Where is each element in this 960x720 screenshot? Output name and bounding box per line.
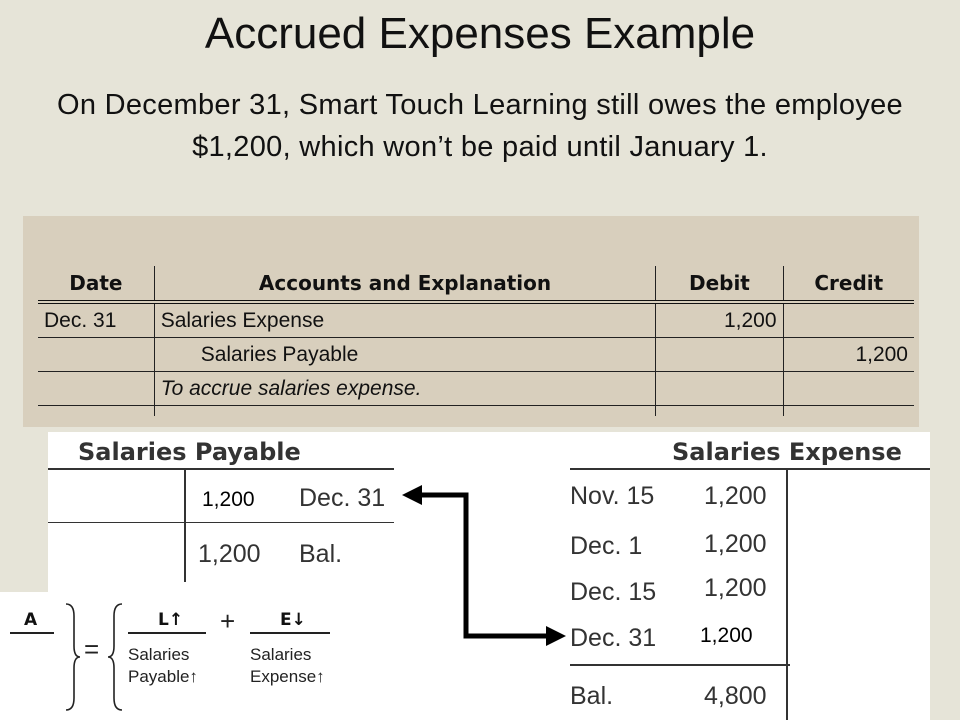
header-date: Date	[38, 266, 154, 302]
t-account-payable-topline	[48, 468, 394, 470]
journal-table	[38, 266, 914, 416]
journal-row	[38, 302, 914, 338]
row-date	[38, 372, 154, 406]
equation-equals: =	[84, 634, 100, 664]
slide-title: Accrued Expenses Example	[204, 9, 756, 58]
equation-equity-bar	[250, 632, 330, 634]
t-payable-amount: 1,200	[198, 540, 261, 568]
t-account-expense-topline	[570, 468, 930, 470]
row-credit	[783, 372, 914, 406]
equation-liabilities-bar	[128, 632, 206, 634]
overlay-payable-amount: 1,200	[202, 488, 255, 511]
t-account-expense-title: Salaries Expense	[672, 438, 902, 466]
journal-row	[38, 338, 914, 372]
equation-assets: A	[24, 610, 38, 630]
journal-entry-panel	[23, 216, 919, 427]
t-expense-label: Nov. 15	[570, 482, 655, 510]
journal-row	[38, 372, 914, 406]
t-account-payable-rule	[48, 522, 394, 523]
t-account-payable-divider	[184, 470, 186, 582]
overlay-expense-amount: 1,200	[700, 624, 753, 647]
t-expense-label: Dec. 15	[570, 578, 657, 606]
t-expense-label: Dec. 1	[570, 532, 643, 560]
accounting-equation	[0, 592, 380, 720]
t-expense-label: Dec. 31	[570, 624, 657, 652]
equation-equity-desc: Salaries Expense↑	[250, 645, 325, 687]
row-credit: 1,200	[783, 338, 914, 372]
t-expense-amount: 1,200	[704, 530, 767, 558]
journal-row-empty	[38, 406, 914, 417]
equation-liabilities: L↑	[158, 610, 184, 630]
t-account-expense-rule	[570, 664, 790, 666]
t-payable-label: Dec. 31	[299, 484, 386, 512]
row-date: Dec. 31	[38, 302, 154, 338]
journal-header-row	[38, 266, 914, 302]
right-brace-icon	[106, 602, 126, 712]
row-debit: 1,200	[656, 302, 783, 338]
equation-plus: +	[220, 606, 236, 636]
header-credit: Credit	[783, 266, 914, 302]
left-brace-icon	[62, 602, 82, 712]
row-date	[38, 338, 154, 372]
row-debit	[656, 338, 783, 372]
t-payable-label: Bal.	[299, 540, 343, 568]
row-account: Salaries Expense	[154, 302, 656, 338]
header-debit: Debit	[656, 266, 783, 302]
equation-equity: E↓	[280, 610, 306, 630]
t-account-payable-title: Salaries Payable	[78, 438, 301, 466]
t-expense-amount: 4,800	[704, 682, 767, 710]
row-explanation: To accrue salaries expense.	[154, 372, 656, 406]
t-expense-amount: 1,200	[704, 574, 767, 602]
slide-subtitle: On December 31, Smart Touch Learning still owes the employee $1,200, which won’t be paid until January 1.	[56, 89, 903, 164]
t-account-expense-divider	[786, 470, 788, 720]
row-credit	[783, 302, 914, 338]
row-debit	[656, 372, 783, 406]
equation-liability-desc: Salaries Payable↑	[128, 645, 198, 687]
equation-assets-bar	[10, 632, 54, 634]
row-account: Salaries Payable	[154, 338, 656, 372]
header-accounts: Accounts and Explanation	[154, 266, 656, 302]
t-expense-label: Bal.	[570, 682, 614, 710]
t-expense-amount: 1,200	[704, 482, 767, 510]
